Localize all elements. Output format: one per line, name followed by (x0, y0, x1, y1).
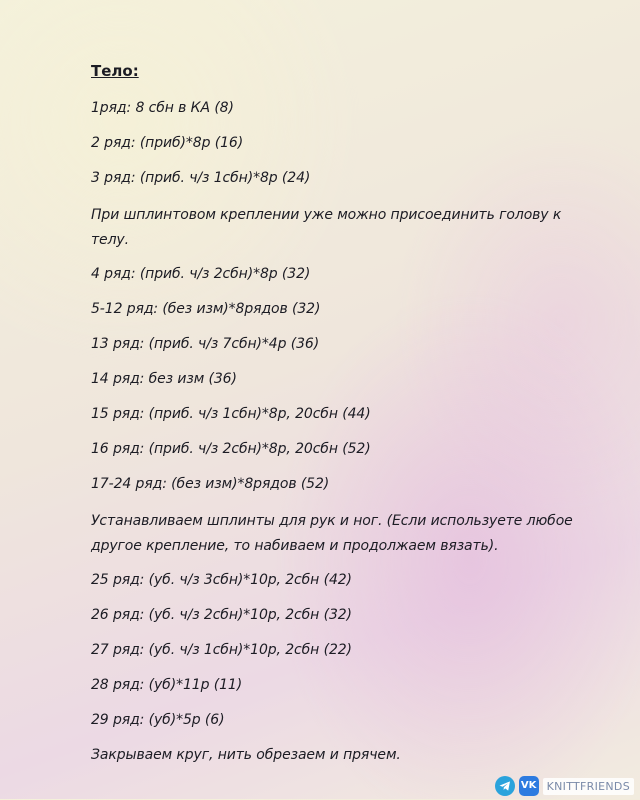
document-body (91, 60, 601, 780)
row-14: 14 ряд: без изм (36) (91, 371, 237, 387)
row-3: 3 ряд: (приб. ч/з 1сбн)*8р (24) (91, 170, 311, 186)
row-1: 1ряд: 8 сбн в КА (8) (91, 100, 234, 116)
row-26: 26 ряд: (уб. ч/з 2сбн)*10р, 2сбн (32) (91, 607, 352, 623)
row-29: 29 ряд: (уб)*5р (6) (91, 712, 225, 728)
watermark (495, 775, 634, 797)
rows-5-12: 5-12 ряд: (без изм)*8рядов (32) (91, 301, 321, 317)
section-title: Тело: (91, 62, 139, 80)
row-13: 13 ряд: (приб. ч/з 7сбн)*4р (36) (91, 336, 320, 352)
row-4: 4 ряд: (приб. ч/з 2сбн)*8р (32) (91, 266, 311, 282)
rows-17-24: 17-24 ряд: (без изм)*8рядов (52) (91, 476, 330, 492)
note-limb-joints: Устанавливаем шплинты для рук и ног. (Если используете любое другое крепление, то набиваем и продолжаем вязать). (91, 513, 573, 554)
row-27: 27 ряд: (уб. ч/з 1сбн)*10р, 2сбн (22) (91, 642, 352, 658)
vk-icon: VK (519, 776, 539, 796)
row-2: 2 ряд: (приб)*8р (16) (91, 135, 244, 151)
watermark-text: KNITTFRIENDS (543, 778, 634, 795)
row-15: 15 ряд: (приб. ч/з 1сбн)*8р, 20сбн (44) (91, 406, 371, 422)
row-16: 16 ряд: (приб. ч/з 2сбн)*8р, 20сбн (52) (91, 441, 371, 457)
note-head-attachment: При шплинтовом креплении уже можно присоединить голову к телу. (91, 207, 562, 248)
telegram-icon (495, 776, 515, 796)
row-28: 28 ряд: (уб)*11р (11) (91, 677, 243, 693)
closing-instruction: Закрываем круг, нить обрезаем и прячем. (91, 747, 401, 763)
row-25: 25 ряд: (уб. ч/з 3сбн)*10р, 2сбн (42) (91, 572, 352, 588)
